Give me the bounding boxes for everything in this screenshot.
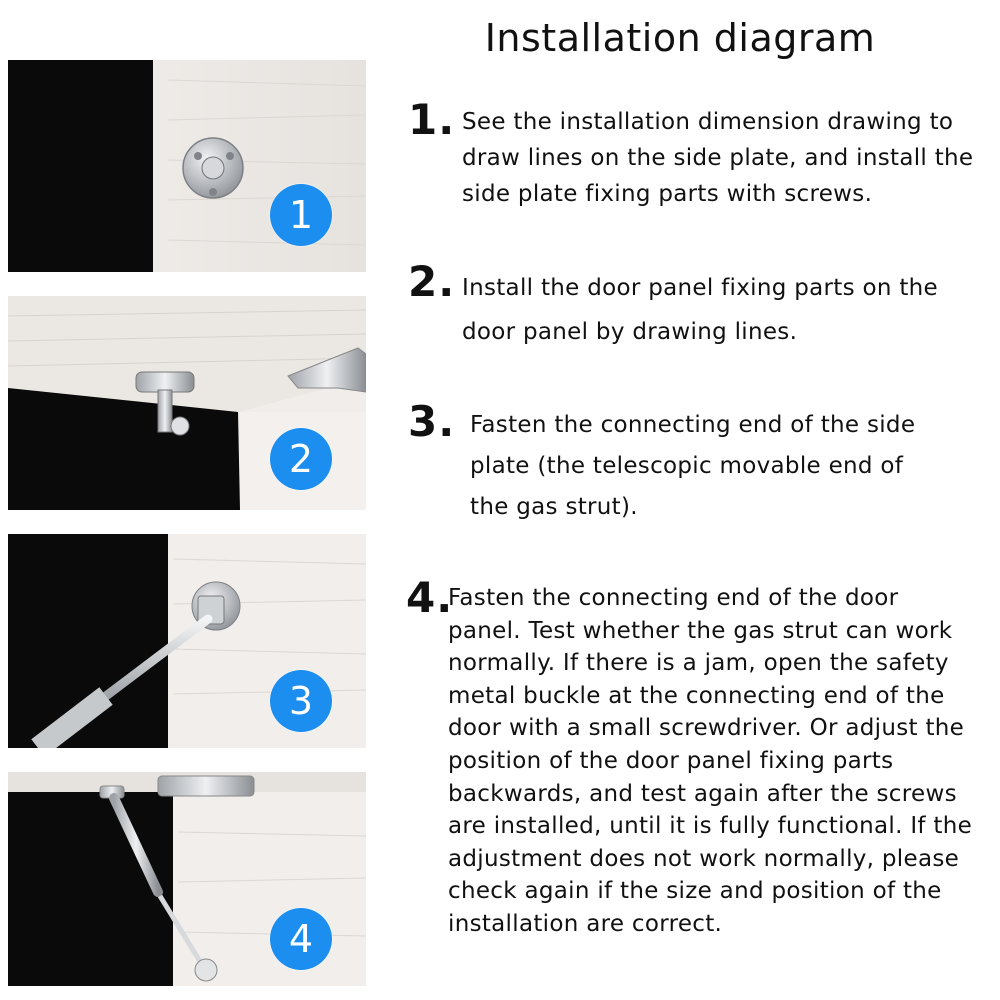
page-title: Installation diagram xyxy=(484,16,876,60)
step-1-number: 1. xyxy=(408,95,456,144)
step-2-text: Install the door panel fixing parts on the door panel by drawing lines. xyxy=(462,275,938,345)
step-3-photo xyxy=(8,534,366,748)
step-4-text: Fasten the connecting end of the door panel. Test whether the gas strut can work normally. If there is a jam, open the safety metal buckle at the connecting end of the door with a small screwdriver. Or adjust the position of the door panel fixing parts backwards, and test again after the screws are installed, until it is fully functional. If the adjustment does not work normally, please check again if the size and position of the installation are correct. xyxy=(448,585,973,937)
step-badge-1: 1 xyxy=(270,184,332,246)
step-2-number: 2. xyxy=(408,257,456,306)
step-1-text: See the installation dimension drawing to draw lines on the side plate, and install the side plate fixing parts with screws. xyxy=(462,109,974,207)
step-badge-3: 3 xyxy=(270,670,332,732)
step-1-photo xyxy=(8,60,366,272)
step-badge-2: 2 xyxy=(270,428,332,490)
step-4-number: 4. xyxy=(406,573,454,622)
step-4-photo xyxy=(8,772,366,986)
step-3-text: Fasten the connecting end of the side plate (the telescopic movable end of the gas strut). xyxy=(470,412,916,520)
step-3-number: 3. xyxy=(408,397,456,446)
step-badge-4: 4 xyxy=(270,908,332,970)
step-2-photo xyxy=(8,296,366,510)
